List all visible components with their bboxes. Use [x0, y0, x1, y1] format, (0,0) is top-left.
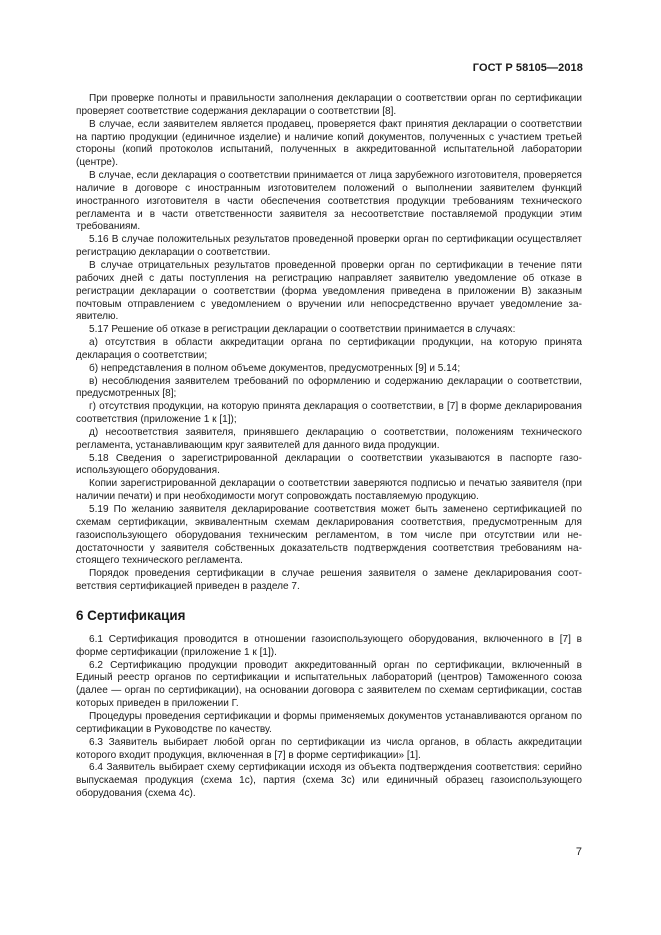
paragraph: 5.17 Решение об отказе в регистрации декларации о соответствии принимается в случаях:	[89, 324, 516, 336]
paragraph: 6.1 Сертификация проводится в отношении газоиспользующего оборудования, включенного в [7] в форме сертификации (приложение 1 к [1]).	[76, 633, 582, 658]
document-body	[76, 93, 582, 801]
page-number: 7	[575, 846, 582, 858]
paragraph: 6.2 Сертификацию продукции проводит аккредитованный орган по сертификации, включенный в Единый реестр органов по сертификации и испытательных лабораторий (центров) Таможенного союза (далее — орган по сертификации), на основании договора с заявителем по схемам сертификации, состав которых приведен в приложении Г.	[76, 659, 582, 710]
paragraph: Порядок проведения сертификации в случае решения заявителя о замене декларирования соответствия сертификацией приведен в разделе 7.	[76, 568, 582, 593]
paragraph: 5.18 Сведения о зарегистрированной декларации о соответствии указываются в паспорте газоиспользующего оборудования.	[76, 452, 582, 477]
paragraph: Копии зарегистрированной декларации о соответствии заверяются подписью и печатью заявителя (при наличии печати) и при необходимости могут сопровождать поставляемую продукцию.	[76, 478, 582, 503]
paragraph: 6.4 Заявитель выбирает схему сертификации исходя из объекта подтверждения соответствия: серийно выпускаемая продукция (схема 1с), партия (схема 3с) или единичный образец газоиспользующего оборудования (схема 4с).	[76, 762, 582, 800]
list-item: в) несоблюдения заявителем требований по оформлению и содержанию декларации о соответствии, предусмотренных [8];	[76, 375, 582, 400]
paragraph: В случае отрицательных результатов проведенной проверки орган по сертификации в течение пяти рабочих дней с даты поступления на регистрацию направляет заявителю уведомление об отказе в регистрации декларации о соответствии (форма уведомления приведена в приложении В) заказным почтовым отправлением с уведомлением о вручении или непосредственно вручает уведомление заявителю.	[76, 259, 582, 323]
paragraph: В случае, если заявителем является продавец, проверяется факт принятия декларации о соответствии на партию продукции (единичное изделие) и наличие копий документов, полученных с участием третьей стороны (копий протоколов испытаний, полученных в аккредитованной испытательной лаборатории (центре).	[76, 118, 582, 169]
paragraph: 5.16 В случае положительных результатов проведенной проверки орган по сертификации осуществляет регистрацию декларации о соответствии.	[76, 234, 582, 259]
paragraph: Процедуры проведения сертификации и формы применяемых документов устанавливаются органом по сертификации в Руководстве по качеству.	[76, 710, 582, 735]
paragraph: При проверке полноты и правильности заполнения декларации о соответствии орган по сертификации проверяет соответствие содержания декларации о соответствии [8].	[76, 93, 582, 117]
list-item: г) отсутствия продукции, на которую принята декларация о соответствии, в [7] в форме декларирования соответствия (приложение 1 к [1]);	[76, 401, 582, 426]
list-item: а) отсутствия в области аккредитации органа по сертификации продукции, на которую принята декларация о соответствии;	[76, 337, 582, 361]
paragraph: В случае, если декларация о соответствии принимается от лица зарубежного изготовителя, проверяется наличие в договоре с иностранным изготовителем положений о выполнении заявителем функций иностранного изготовителя в части обеспечения соответствия продукции требованиям технического регламента и в части ответственности заявителя за несоответствие поставляемой продукции этим требованиям.	[76, 170, 582, 233]
list-item: б) непредставления в полном объеме документов, предусмотренных [9] и 5.14;	[89, 362, 461, 374]
paragraph: 5.19 По желанию заявителя декларирование соответствия может быть заменено сертификацией по схемам сертификации, эквивалентным схемам декларирования соответствия, предусмотренным для газоиспользующего оборудования техническим регламентом, в том числе при отсутствии или недостаточности у заявителя собственных доказательств подтверждения соответствия требованиям настоящего технического регламента.	[76, 504, 582, 567]
paragraph: 6.3 Заявитель выбирает любой орган по сертификации из числа органов, в область аккредитации которого входит продукция, включенная в [7] в форме сертификации» [1].	[76, 736, 582, 761]
standard-header: ГОСТ Р 58105—2018	[472, 62, 583, 74]
section-heading: 6 Сертификация	[76, 607, 186, 623]
list-item: д) несоответствия заявителя, принявшего декларацию о соответствии, положениям технического регламента, устанавливающим круг заявителей для данного вида продукции.	[76, 426, 582, 451]
